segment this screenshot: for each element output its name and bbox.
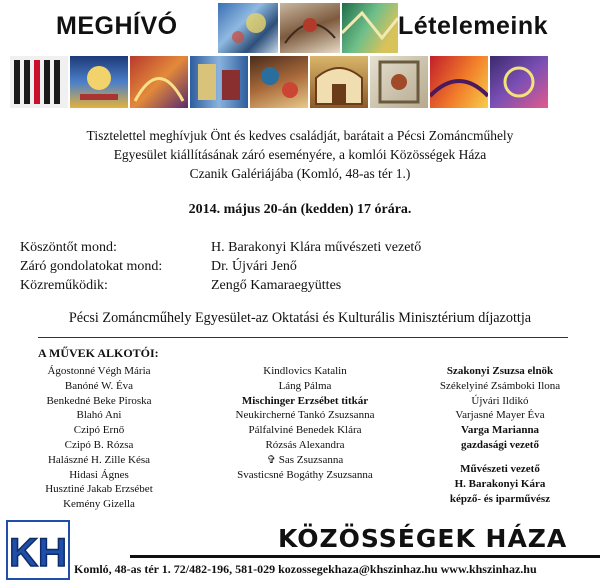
artist-name: Czipó B. Rózsa [64,438,134,451]
director-name: H. Barakonyi Kára [454,477,546,490]
artists-column-2 [210,364,400,482]
header-title-right: Lételemeink [398,12,549,40]
artist-name: Székelyiné Zsámboki Ilona [439,379,561,392]
director-role: képző- és iparművész [449,492,551,505]
divider [38,337,568,338]
program-value: Zengő Kamaraegyüttes [211,278,342,293]
artwork-tile [130,56,188,108]
artwork-tile [218,3,278,53]
event-datetime: 2014. május 20-án (kedden) 17 órára. [188,202,412,217]
artist-name: Pálfalviné Benedek Klára [248,424,362,437]
artwork-pattern [70,56,128,108]
artist-name: Husztiné Jakab Erzsébet [45,483,153,496]
artwork-tile [10,56,68,108]
artwork-tile [310,56,368,108]
artwork-pattern [342,3,398,53]
invitation-line: Egyesület kiállításának záró eseményére, a komlói Közösségek Háza [113,147,487,162]
program-value: H. Barakonyi Klára művészeti vezető [211,240,422,255]
artist-name: Banóné W. Éva [64,379,134,392]
program-label: Köszöntőt mond: [20,240,117,255]
artwork-tile [250,56,308,108]
artist-name: Rózsás Alexandra [265,438,345,451]
artwork-tile [342,3,398,53]
artist-name: Újvári Ildikó [471,394,529,407]
artists-column-1 [14,364,184,512]
artist-name: Kemény Gizella [63,498,135,511]
artwork-pattern [490,56,548,108]
footer-rule [130,555,600,558]
artist-name: Neukircherné Tankó Zsuzsanna [235,409,375,422]
artwork-tile [490,56,548,108]
artwork-pattern [430,56,488,108]
director-title: Művészeti vezető [460,463,540,475]
artwork-pattern [190,56,248,108]
program-value: Dr. Újvári Jenő [211,259,297,274]
artist-name: Czipó Ernő [73,424,125,437]
artwork-tile [430,56,488,108]
artist-name: Ágostonné Végh Mária [47,365,151,377]
kh-logo-graphic [6,520,70,580]
artist-name: Varga Marianna [460,424,540,437]
artwork-pattern [310,56,368,108]
artwork-tile [190,56,248,108]
artwork-pattern [10,56,68,108]
header-title-left: MEGHÍVÓ [56,12,178,40]
artist-name: Blahó Ani [76,409,122,422]
artwork-tile [370,56,428,108]
artists-heading: A MŰVEK ALKOTÓI: [38,346,159,360]
program-label: Záró gondolatokat mond: [20,259,163,274]
footer-contact: Komló, 48-as tér 1. 72/482-196, 581-029 kozossegekhaza@khszinhaz.hu www.khszinhaz.hu [74,562,537,576]
artists-column-3 [410,364,590,453]
artistic-director-block [410,462,590,506]
award-line: Pécsi Zománcműhely Egyesület-az Oktatási és Kulturális Minisztérium díjazottja [68,310,532,326]
venue-title: KÖZÖSSÉGEK HÁZA [278,524,568,553]
artwork-pattern [218,3,278,53]
artist-role: gazdasági vezető [461,438,539,451]
artwork-pattern [250,56,308,108]
artist-name: Halászné H. Zille Késa [47,453,150,466]
artist-name: Svasticsné Bogáthy Zsuzsanna [237,468,373,481]
artist-name: Kindlovics Katalin [263,365,347,377]
artist-name: Hidasi Ágnes [69,468,129,481]
program-label: Közreműködik: [20,278,108,293]
kh-logo [6,520,70,580]
artwork-pattern [130,56,188,108]
artist-name: Mischinger Erzsébet titkár [241,394,369,407]
invitation-line: Tisztelettel meghívjuk Önt és kedves családját, barátait a Pécsi Zománcműhely [86,128,514,143]
program-labels [20,238,162,295]
invitation-text [0,126,600,183]
artwork-tile [70,56,128,108]
artist-name: ✞ Sas Zsuzsanna [266,453,344,466]
artist-name: Láng Pálma [278,379,332,392]
artwork-tile [280,3,340,53]
program-values [211,238,421,295]
artist-name: Szakonyi Zsuzsa elnök [446,365,554,377]
kh-logo-letters: KH [9,531,67,575]
artist-name: Benkedné Beke Piroska [46,394,152,407]
artwork-pattern [370,56,428,108]
artwork-pattern [280,3,340,53]
artist-name: Varjasné Mayer Éva [455,409,545,422]
invitation-line: Czanik Galériájába (Komló, 48-as tér 1.) [189,166,411,181]
